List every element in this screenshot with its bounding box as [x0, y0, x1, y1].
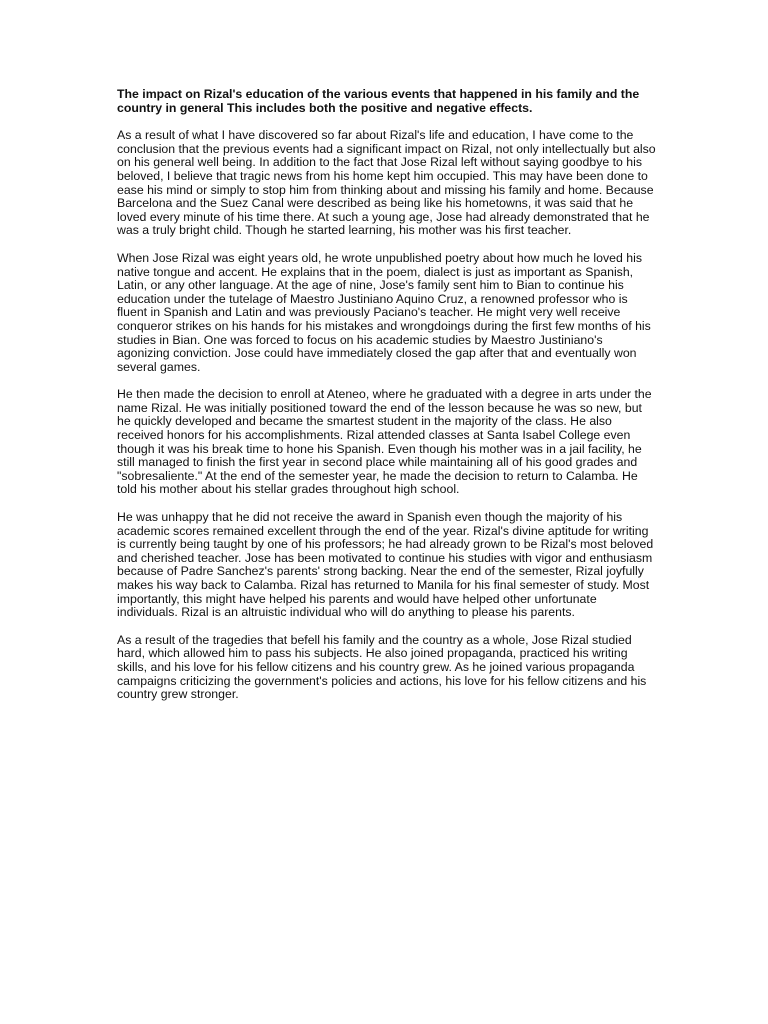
paragraph-1: As a result of what I have discovered so far about Rizal's life and education, I have come to the conclusion that the previous events had a significant impact on Rizal, not only intellectually but also on his general well being. In addition to the fact that Jose Rizal left without saying goodbye to his beloved, I believe that tragic news from his home kept him occupied. This may have been done to ease his mind or simply to stop him from thinking about and missing his family and home. Because Barcelona and the Suez Canal were described as being like his hometowns, it was said that he loved every minute of his time there. At such a young age, Jose had already demonstrated that he was a truly bright child. Though he started learning, his mother was his first teacher. — [117, 128, 656, 238]
paragraph-2: When Jose Rizal was eight years old, he wrote unpublished poetry about how much he loved his native tongue and accent. He explains that in the poem, dialect is just as important as Spanish, Latin, or any other language. At the age of nine, Jose's family sent him to Bian to continue his education under the tutelage of Maestro Justiniano Aquino Cruz, a renowned professor who is fluent in Spanish and Latin and was previously Paciano's teacher. He might very well receive conqueror strikes on his hands for his mistakes and wrongdoings during the first few months of his studies in Bian. One was forced to focus on his academic studies by Maestro Justiniano's agonizing conviction. Jose could have immediately closed the gap after that and eventually won several games. — [117, 250, 651, 374]
paragraph-5: As a result of the tragedies that befell his family and the country as a whole, Jose Rizal studied hard, which allowed him to pass his subjects. He also joined propaganda, practiced his writing skills, and his love for his fellow citizens and his country grew. As he joined various propaganda campaigns criticizing the government's policies and actions, his love for his fellow citizens and his country grew stronger. — [117, 632, 647, 702]
document-page — [117, 88, 657, 716]
paragraph-4: He was unhappy that he did not receive the award in Spanish even though the majority of his academic scores remained excellent through the end of the year. Rizal's divine aptitude for writing is currently being taught by one of his professors; he had already grown to be Rizal's most beloved and cherished teacher. Jose has been motivated to continue his studies with vigor and enthusiasm because of Padre Sanchez's parents' strong backing. Near the end of the semester, Rizal joyfully makes his way back to Calamba. Rizal has returned to Manila for his final semester of study. Most importantly, this might have helped his parents and would have helped other unfortunate individuals. Rizal is an altruistic individual who will do anything to please his parents. — [117, 510, 654, 620]
document-title: The impact on Rizal's education of the various events that happened in his family and the country in general This includes both the positive and negative effects. — [117, 87, 640, 115]
paragraph-3: He then made the decision to enroll at Ateneo, where he graduated with a degree in arts under the name Rizal. He was initially positioned toward the end of the lesson because he was so new, but he quickly developed and became the smartest student in the majority of the class. He also received honors for his accomplishments. Rizal attended classes at Santa Isabel College even though it was his break time to hone his Spanish. Even though his mother was in a jail facility, he still managed to finish the first year in second place while maintaining all of his good grades and "sobresaliente." At the end of the semester year, he made the decision to return to Calamba. He told his mother about his stellar grades throughout high school. — [117, 387, 652, 497]
